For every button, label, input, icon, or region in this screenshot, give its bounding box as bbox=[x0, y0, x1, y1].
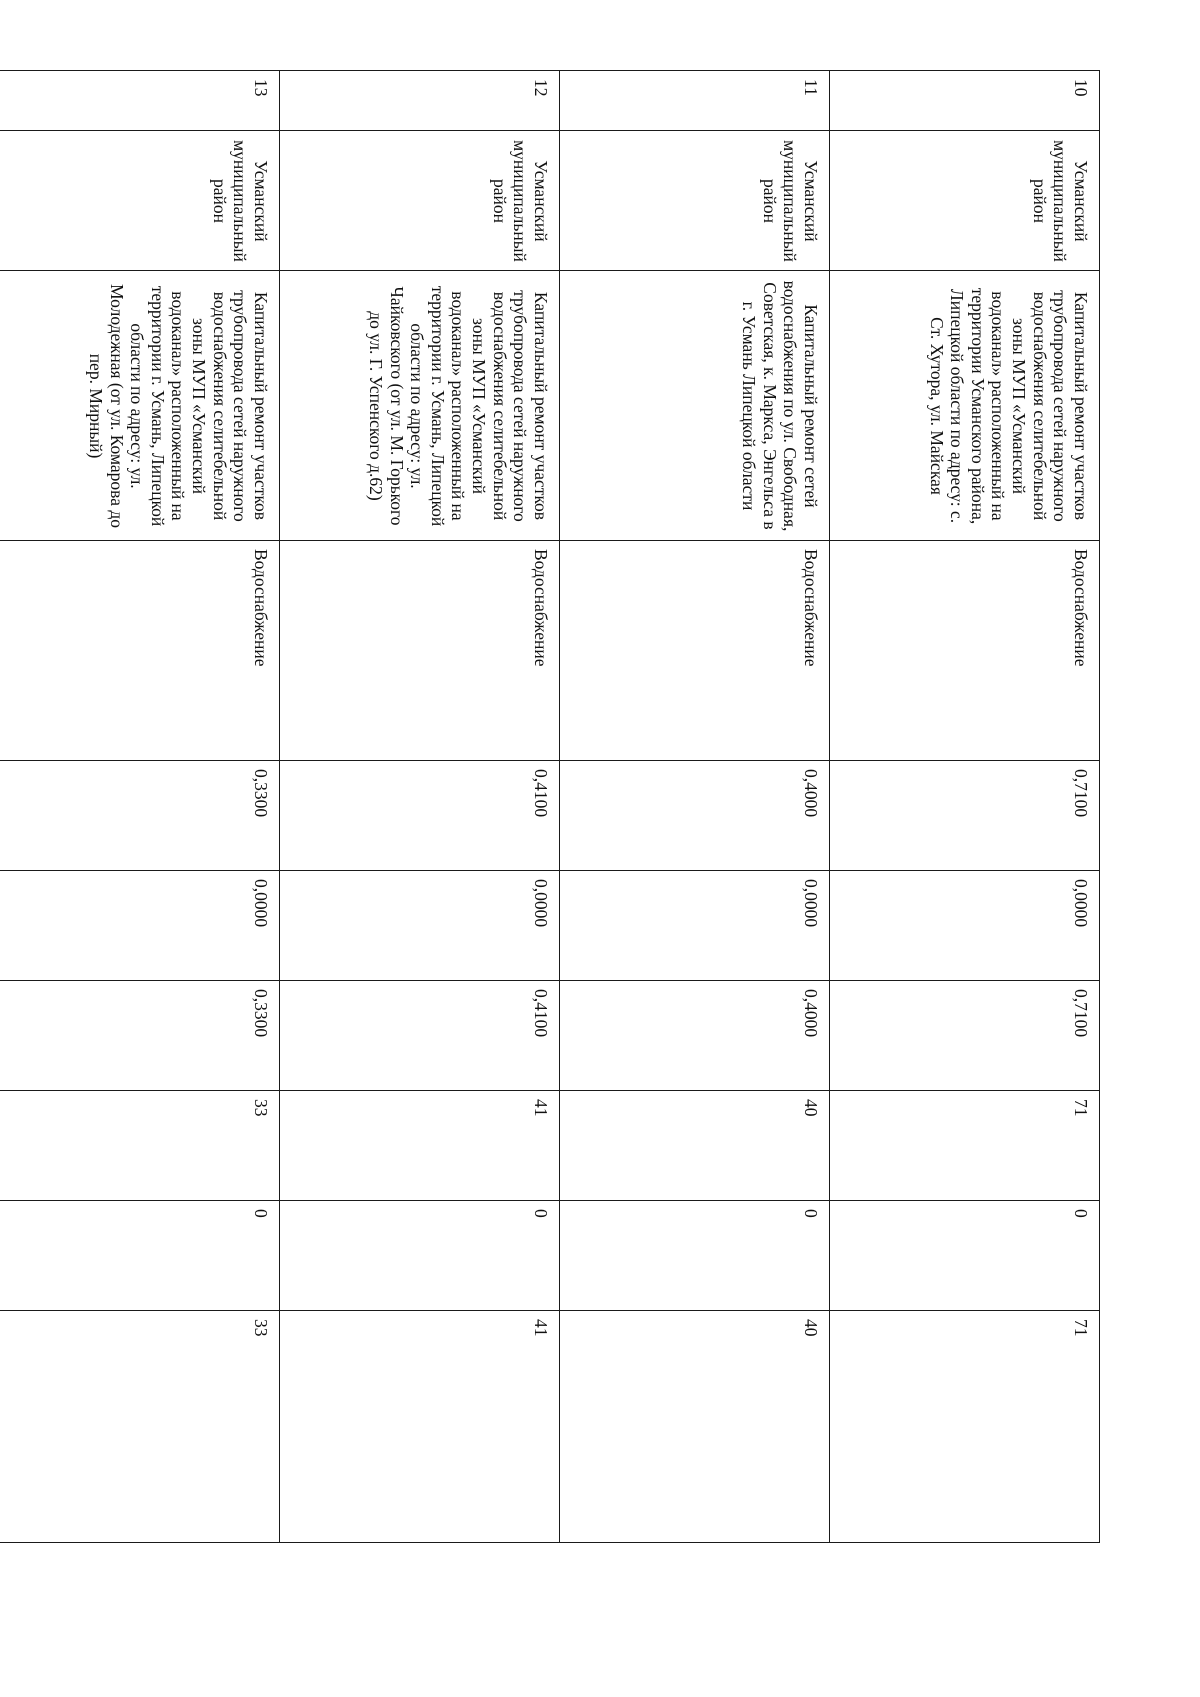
value3-cell: 0,4000 bbox=[560, 981, 830, 1091]
table-row bbox=[0, 71, 280, 1543]
type-cell: Водоснабжение bbox=[560, 541, 830, 761]
type-cell: Водоснабжение bbox=[830, 541, 1100, 761]
value2-cell: 0,0000 bbox=[280, 871, 560, 981]
type-cell: Водоснабжение bbox=[280, 541, 560, 761]
value4-cell: 33 bbox=[0, 1091, 280, 1201]
value1-cell: 0,4100 bbox=[280, 761, 560, 871]
district-cell: Усманский муниципальный район bbox=[0, 131, 280, 271]
row-number-cell: 12 bbox=[280, 71, 560, 131]
value4-cell: 71 bbox=[830, 1091, 1100, 1201]
value2-cell: 0,0000 bbox=[830, 871, 1100, 981]
value1-cell: 0,7100 bbox=[830, 761, 1100, 871]
value5-cell: 0 bbox=[280, 1201, 560, 1311]
description-cell: Капитальный ремонт участков трубопровода сетей наружного водоснабжения селитебельной зоны МУП «Усманский водоканал» расположенный на территории г. Усмань, Липецкой области по адресу: ул. Молодежная (от ул. Комарова до пер. Мирный) bbox=[0, 271, 280, 541]
value6-cell: 71 bbox=[830, 1311, 1100, 1543]
value6-cell: 40 bbox=[560, 1311, 830, 1543]
value5-cell: 0 bbox=[560, 1201, 830, 1311]
value4-cell: 40 bbox=[560, 1091, 830, 1201]
description-cell: Капитальный ремонт участков трубопровода сетей наружного водоснабжения селитебельной зоны МУП «Усманский водоканал» расположенный на территории Усманского района, Липецкой области по адресу: с. Ст. Хутора, ул. Майская bbox=[830, 271, 1100, 541]
document-table bbox=[0, 70, 1100, 1543]
value3-cell: 0,3300 bbox=[0, 981, 280, 1091]
description-cell: Капитальный ремонт сетей водоснабжения по ул. Свободная, Советская, к. Маркса, Энгельса в г. Усмань Липецкой области bbox=[560, 271, 830, 541]
district-cell: Усманский муниципальный район bbox=[280, 131, 560, 271]
row-number-cell: 11 bbox=[560, 71, 830, 131]
row-number-cell: 13 bbox=[0, 71, 280, 131]
value3-cell: 0,7100 bbox=[830, 981, 1100, 1091]
value2-cell: 0,0000 bbox=[0, 871, 280, 981]
value1-cell: 0,4000 bbox=[560, 761, 830, 871]
value6-cell: 33 bbox=[0, 1311, 280, 1543]
table-row bbox=[280, 71, 560, 1543]
description-cell: Капитальный ремонт участков трубопровода сетей наружного водоснабжения селитебельной зоны МУП «Усманский водоканал» расположенный на территории г. Усмань, Липецкой области по адресу: ул. Чайковского (от ул. М. Горького до ул. Г. Успенского д.62) bbox=[280, 271, 560, 541]
row-number-cell: 10 bbox=[830, 71, 1100, 131]
district-cell: Усманский муниципальный район bbox=[560, 131, 830, 271]
value3-cell: 0,4100 bbox=[280, 981, 560, 1091]
value5-cell: 0 bbox=[0, 1201, 280, 1311]
table-row bbox=[560, 71, 830, 1543]
value4-cell: 41 bbox=[280, 1091, 560, 1201]
value2-cell: 0,0000 bbox=[560, 871, 830, 981]
value1-cell: 0,3300 bbox=[0, 761, 280, 871]
table-row bbox=[830, 71, 1100, 1543]
value5-cell: 0 bbox=[830, 1201, 1100, 1311]
value6-cell: 41 bbox=[280, 1311, 560, 1543]
type-cell: Водоснабжение bbox=[0, 541, 280, 761]
district-cell: Усманский муниципальный район bbox=[830, 131, 1100, 271]
